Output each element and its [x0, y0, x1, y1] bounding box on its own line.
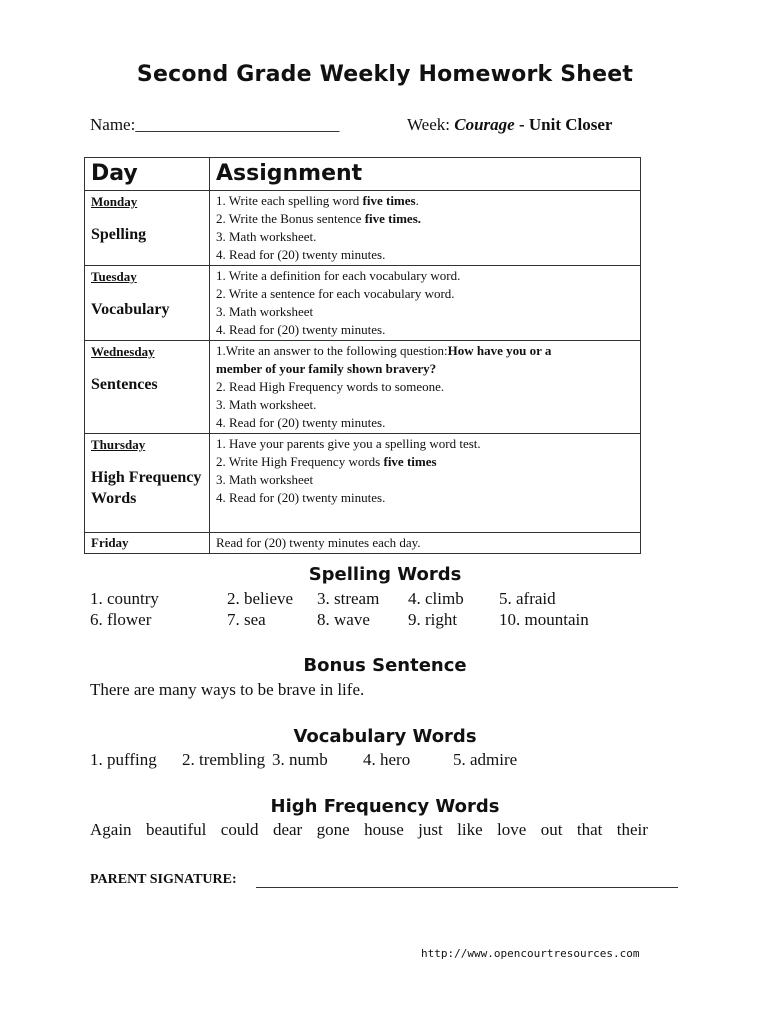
- assignment-line: 2. Write High Frequency words five times: [216, 454, 437, 469]
- assignment-line: 4. Read for (20) twenty minutes.: [216, 490, 386, 505]
- day-name: Wednesday: [91, 344, 155, 359]
- spelling-word: 2. believe: [227, 589, 294, 608]
- week-theme: Courage: [454, 115, 515, 134]
- spelling-word: 7. sea: [227, 610, 266, 629]
- high-frequency-word: gone: [316, 820, 350, 839]
- assignment-line: Read for (20) twenty minutes each day.: [216, 535, 421, 550]
- day-subject: High Frequency Words: [91, 469, 202, 507]
- vocabulary-word: 4. hero: [363, 750, 411, 769]
- day-name: Tuesday: [91, 269, 137, 284]
- day-name: Monday: [91, 194, 138, 209]
- assignment-line: 2. Write a sentence for each vocabulary word.: [216, 286, 455, 301]
- spelling-word: 6. flower: [90, 610, 152, 629]
- assignment-line: 3. Math worksheet.: [216, 397, 317, 412]
- assignment-cell: [210, 533, 641, 554]
- vocabulary-word: 3. numb: [272, 750, 328, 769]
- spelling-word: 4. climb: [408, 589, 464, 608]
- bonus-sentence: There are many ways to be brave in life.: [90, 680, 365, 699]
- table-row: [85, 434, 641, 533]
- table-header-row: [85, 158, 641, 191]
- bonus-title: Bonus Sentence: [303, 655, 467, 676]
- high-frequency-word: out: [540, 820, 563, 839]
- day-name: Thursday: [91, 437, 146, 452]
- spelling-title: Spelling Words: [308, 564, 462, 585]
- table-row: [85, 341, 641, 434]
- table-row: [85, 533, 641, 554]
- parent-signature-label: PARENT SIGNATURE:: [90, 872, 237, 887]
- day-subject: Sentences: [91, 376, 158, 393]
- assignment-line: 3. Math worksheet: [216, 472, 314, 487]
- day-cell: [85, 533, 210, 554]
- week-label: [407, 115, 612, 135]
- assignment-line: 3. Math worksheet.: [216, 229, 317, 244]
- week-suffix: - Unit Closer: [514, 115, 613, 134]
- spelling-word: 3. stream: [317, 589, 380, 608]
- high-frequency-word: like: [457, 820, 483, 839]
- assignment-cell: [210, 341, 641, 434]
- assignment-line: 1. Have your parents give you a spelling word test.: [216, 436, 481, 451]
- high-frequency-word: could: [220, 820, 259, 839]
- name-field-label: Name:________________________: [90, 115, 340, 134]
- table-row: [85, 266, 641, 341]
- high-frequency-word: their: [616, 820, 648, 839]
- assignment-line: 3. Math worksheet: [216, 304, 314, 319]
- assignment-cell: [210, 191, 641, 266]
- vocabulary-word: 5. admire: [453, 750, 518, 769]
- day-header: Day: [85, 158, 210, 191]
- source-url: http://www.opencourtresources.com: [421, 947, 640, 960]
- assignment-line: 2. Write the Bonus sentence five times.: [216, 211, 422, 226]
- assignment-line: 1. Write each spelling word five times.: [216, 193, 419, 208]
- vocabulary-word: 2. trembling: [182, 750, 266, 769]
- day-subject: Spelling: [91, 226, 147, 243]
- day-cell: [85, 434, 210, 533]
- high-frequency-word: that: [576, 820, 603, 839]
- table-row: [85, 191, 641, 266]
- parent-signature-line: [256, 887, 678, 888]
- vocabulary-word: 1. puffing: [90, 750, 157, 769]
- vocabulary-title: Vocabulary Words: [293, 726, 477, 747]
- high-frequency-list: [90, 820, 648, 840]
- assignment-line: member of your family shown bravery?: [216, 361, 437, 376]
- high-frequency-word: love: [497, 820, 527, 839]
- high-frequency-word: beautiful: [145, 820, 207, 839]
- day-name: Friday: [91, 535, 129, 550]
- spelling-word: 10. mountain: [499, 610, 589, 629]
- high-frequency-title: High Frequency Words: [270, 796, 500, 817]
- day-subject: Vocabulary: [91, 301, 170, 318]
- assignment-line: 1.Write an answer to the following question:How have you or a: [216, 343, 552, 358]
- assignment-line: 4. Read for (20) twenty minutes.: [216, 415, 386, 430]
- spelling-word: 5. afraid: [499, 589, 556, 608]
- assignment-line: 4. Read for (20) twenty minutes.: [216, 322, 386, 337]
- spelling-word: 9. right: [408, 610, 458, 629]
- day-cell: [85, 341, 210, 434]
- high-frequency-word: Again: [90, 820, 132, 839]
- day-cell: [85, 266, 210, 341]
- assignment-cell: [210, 266, 641, 341]
- high-frequency-word: just: [418, 820, 443, 839]
- spelling-word: 1. country: [90, 589, 159, 608]
- assignment-line: 2. Read High Frequency words to someone.: [216, 379, 445, 394]
- assignment-cell: [210, 434, 641, 533]
- high-frequency-word: house: [364, 820, 404, 839]
- week-prefix: Week:: [407, 115, 455, 134]
- spelling-word: 8. wave: [317, 610, 370, 629]
- assignment-header: Assignment: [210, 158, 641, 191]
- assignment-line: 4. Read for (20) twenty minutes.: [216, 247, 386, 262]
- homework-table: [84, 157, 641, 554]
- high-frequency-word: dear: [272, 820, 303, 839]
- page-title: Second Grade Weekly Homework Sheet: [136, 62, 634, 87]
- assignment-line: 1. Write a definition for each vocabulary word.: [216, 268, 461, 283]
- day-cell: [85, 191, 210, 266]
